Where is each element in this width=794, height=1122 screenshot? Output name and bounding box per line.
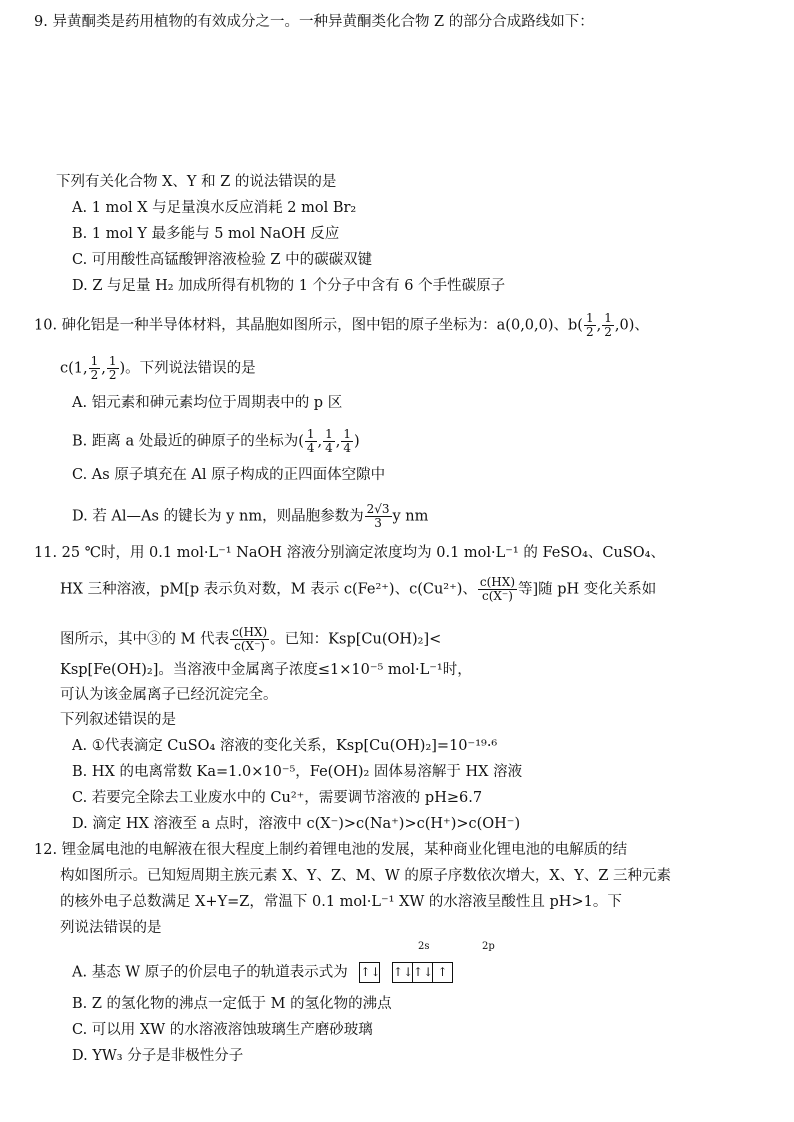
q11-line5: 可认为该金属离子已经沉淀完全。 bbox=[60, 687, 278, 703]
q11-option-d: D. 滴定 HX 溶液至 a 点时，溶液中 c(X⁻)>c(Na⁺)>c(H⁺)>c(OH⁻) bbox=[72, 816, 521, 832]
q10-option-b: B. 距离 a 处最近的砷原子的坐标为( $\frac{1}{4}$ , $\frac{1}{4}$ , $\frac{1}{4}$ ) bbox=[72, 427, 360, 455]
q9-option-d: D. Z 与足量 H₂ 加成所得有机物的 1 个分子中含有 6 个手性碳原子 bbox=[72, 278, 506, 294]
q10-option-d: D. 若 Al—As 的键长为 y nm，则晶胞参数为 $\frac{2√3}{3}$ y nm bbox=[72, 502, 429, 530]
q9-prompt: 下列有关化合物 X、Y 和 Z 的说法错误的是 bbox=[56, 174, 337, 190]
orbital-box: ↑↓ bbox=[412, 962, 433, 983]
q9-option-c: C. 可用酸性高锰酸钾溶液检验 Z 中的碳碳双键 bbox=[72, 252, 373, 268]
q11-prompt: 下列叙述错误的是 bbox=[60, 712, 176, 728]
q12-option-d: D. YW₃ 分子是非极性分子 bbox=[72, 1048, 244, 1064]
q10-option-c: C. As 原子填充在 Al 原子构成的正四面体空隙中 bbox=[72, 467, 386, 483]
orbital-label-2p: 2p bbox=[482, 941, 495, 952]
q10-option-a: A. 铝元素和砷元素均位于周期表中的 p 区 bbox=[72, 395, 343, 411]
q12-line2: 构如图所示。已知短周期主族元素 X、Y、Z、M、W 的原子序数依次增大，X、Y、Z 三种元素 bbox=[60, 868, 672, 884]
q11-line1: 11. 25 ℃时，用 0.1 mol·L⁻¹ NaOH 溶液分别滴定浓度均为 0.1 mol·L⁻¹ 的 FeSO₄、CuSO₄、 bbox=[34, 545, 665, 561]
orbital-box: ↑ bbox=[432, 962, 453, 983]
q10-line1: 10. 砷化铝是一种半导体材料，其晶胞如图所示，图中铝的原子坐标为：a(0,0,0)、b( $\frac{1}{2}$ , $\frac{1}{2}$ ,0)、 bbox=[34, 311, 649, 339]
orbital-box: ↑↓ bbox=[359, 962, 380, 983]
q11-line2: HX 三种溶液，pM[p 表示负对数，M 表示 c(Fe²⁺)、c(Cu²⁺)、 $\frac{c(HX)}{c(X^-)}$ 等]随 pH 变化关系如 bbox=[60, 575, 657, 603]
q11-line4: Ksp[Fe(OH)₂]。当溶液中金属离子浓度≤1×10⁻⁵ mol·L⁻¹时， bbox=[60, 662, 472, 678]
q12-line3: 的核外电子总数满足 X+Y=Z，常温下 0.1 mol·L⁻¹ XW 的水溶液呈酸性且 pH>1。下 bbox=[60, 894, 622, 910]
q11-option-a: A. ①代表滴定 CuSO₄ 溶液的变化关系，Ksp[Cu(OH)₂]=10⁻¹⁹·⁶ bbox=[72, 738, 498, 754]
q11-option-c: C. 若要完全除去工业废水中的 Cu²⁺，需要调节溶液的 pH≥6.7 bbox=[72, 790, 483, 806]
orbital-2p bbox=[393, 962, 453, 983]
q10-line2: c(1, $\frac{1}{2}$ , $\frac{1}{2}$ )。下列说法错误的是 bbox=[60, 354, 256, 382]
q12-option-b: B. Z 的氢化物的沸点一定低于 M 的氢化物的沸点 bbox=[72, 996, 392, 1012]
orbital-label-2s: 2s bbox=[418, 941, 430, 952]
orbital-2s bbox=[360, 962, 380, 983]
orbital-box: ↑↓ bbox=[392, 962, 413, 983]
q12-line4: 列说法错误的是 bbox=[60, 920, 162, 936]
q9-option-b: B. 1 mol Y 最多能与 5 mol NaOH 反应 bbox=[72, 226, 340, 242]
q11-option-b: B. HX 的电离常数 Ka=1.0×10⁻⁵，Fe(OH)₂ 固体易溶解于 HX 溶液 bbox=[72, 764, 523, 780]
q12-option-c: C. 可以用 XW 的水溶液溶蚀玻璃生产磨砂玻璃 bbox=[72, 1022, 373, 1038]
q9-stem: 9. 异黄酮类是药用植物的有效成分之一。一种异黄酮类化合物 Z 的部分合成路线如下： bbox=[34, 14, 594, 30]
q12-line1: 12. 锂金属电池的电解液在很大程度上制约着锂电池的发展，某种商业化锂电池的电解质的结 bbox=[34, 842, 628, 858]
q9-option-a: A. 1 mol X 与足量溴水反应消耗 2 mol Br₂ bbox=[72, 200, 357, 216]
q11-line3: 图所示，其中③的 M 代表 $\frac{c(HX)}{c(X^-)}$ 。已知：Ksp[Cu(OH)₂]< bbox=[60, 625, 442, 653]
q12-option-a: A. 基态 W 原子的价层电子的轨道表示式为 ↑↓ ↑↓↑↓ ↑ bbox=[72, 962, 453, 983]
